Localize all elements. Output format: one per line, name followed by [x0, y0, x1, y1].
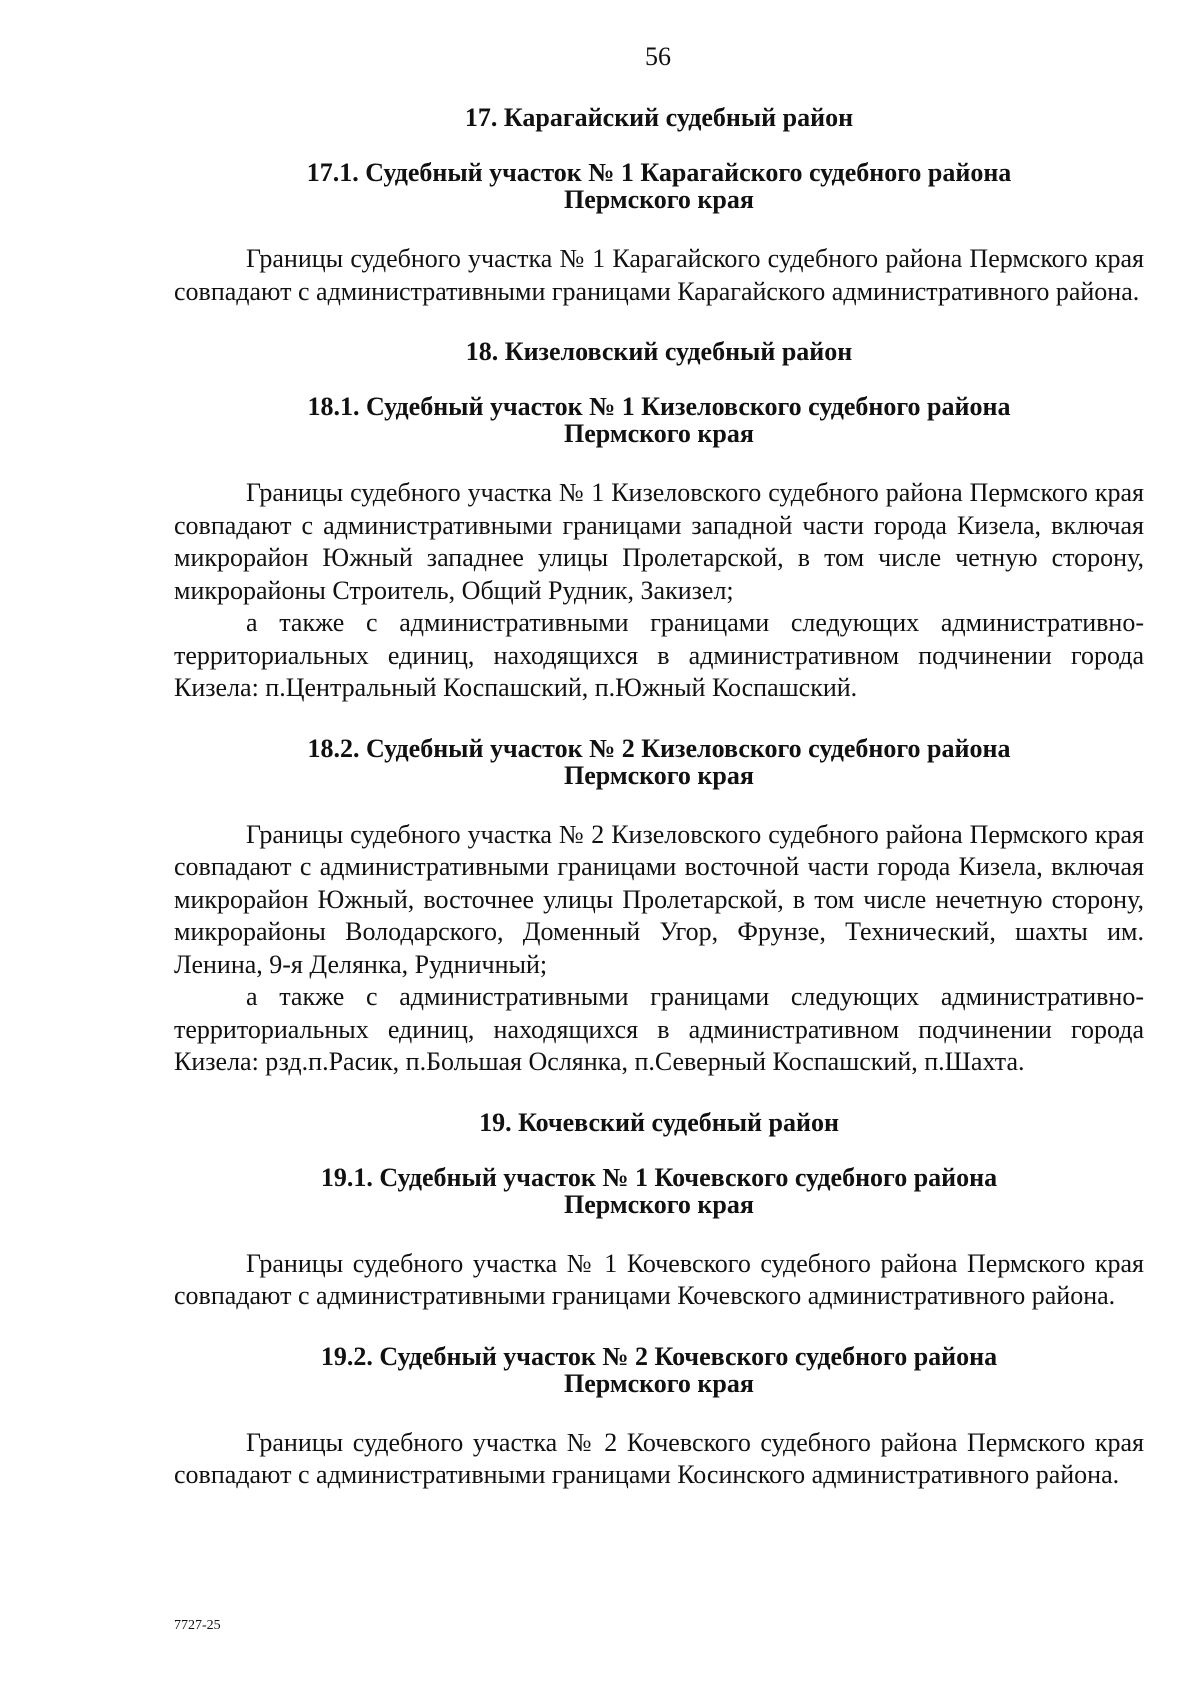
- section-19-2-paragraph-1: Границы судебного участка № 2 Кочевского судебного района Пермского края совпадают с административными границами Косинского административного района.: [174, 1427, 1144, 1489]
- section-18-2-paragraph-1: Границы судебного участка № 2 Кизеловского судебного района Пермского края совпадают с административными границами восточной части города Кизела, включая микрорайон Южный, восточнее улицы Пролетарской, в том числе нечетную сторону, микрорайоны Володарского, Доменный Угор, Фрунзе, Технический, шахты им. Ленина, 9-я Делянка, Рудничный;: [174, 819, 1144, 979]
- section-17-1-title-line1: 17.1. Судебный участок № 1 Карагайского судебного района: [306, 158, 1012, 187]
- section-17-1-title: [174, 159, 1144, 213]
- footer-document-code: 7727-25: [174, 1618, 221, 1633]
- section-19-2-title-line2: Пермского края: [564, 1368, 754, 1398]
- section-19-1-title-line2: Пермского края: [564, 1189, 754, 1219]
- section-19-title: 19. Кочевский судебный район: [479, 1107, 839, 1137]
- section-18-2-title-line1: 18.2. Судебный участок № 2 Кизеловского судебного района: [307, 733, 1011, 763]
- section-18-1-title: [174, 393, 1144, 447]
- section-18-title: 18. Кизеловский судебный район: [465, 337, 853, 366]
- section-19-2-title-line1: 19.2. Судебный участок № 2 Кочевского судебного района: [320, 1341, 998, 1371]
- section-19-2-title: [174, 1343, 1144, 1397]
- section-17-title: 17. Карагайский судебный район: [464, 103, 854, 132]
- section-18-1-title-line1: 18.1. Судебный участок № 1 Кизеловского судебного района: [307, 392, 1011, 421]
- section-19-1-paragraph-1: Границы судебного участка № 1 Кочевского судебного района Пермского края совпадают с административными границами Кочевского административного района.: [174, 1248, 1144, 1310]
- section-18-1-paragraph-2: а также с административными границами следующих административно-территориальных единиц, находящихся в административном подчинении города Кизела: п.Центральный Коспашский, п.Южный Коспашский.: [174, 608, 1144, 702]
- section-19-1-title: [174, 1164, 1144, 1218]
- section-19-1-title-line1: 19.1. Судебный участок № 1 Кочевского судебного района: [320, 1162, 998, 1192]
- page-number: 56: [645, 42, 671, 71]
- section-18-1-title-line2: Пермского края: [564, 419, 754, 448]
- document-body: [174, 96, 1144, 1492]
- section-18-2-title-line2: Пермского края: [564, 760, 754, 790]
- section-18-2-paragraph-2: а также с административными границами следующих административно-территориальных единиц, находящихся в административном подчинении города Кизела: рзд.п.Расик, п.Большая Ослянка, п.Северный Коспашский, п.Шахта.: [174, 982, 1144, 1076]
- section-17-1-paragraph-1: Границы судебного участка № 1 Карагайского судебного района Пермского края совпадают с административными границами Карагайского административного района.: [174, 244, 1144, 306]
- section-18-2-title: [174, 735, 1144, 789]
- section-18-1-paragraph-1: Границы судебного участка № 1 Кизеловского судебного района Пермского края совпадают с административными границами западной части города Кизела, включая микрорайон Южный западнее улицы Пролетарской, в том числе четную сторону, микрорайоны Строитель, Общий Рудник, Закизел;: [174, 478, 1144, 605]
- section-17-1-title-line2: Пермского края: [564, 185, 754, 214]
